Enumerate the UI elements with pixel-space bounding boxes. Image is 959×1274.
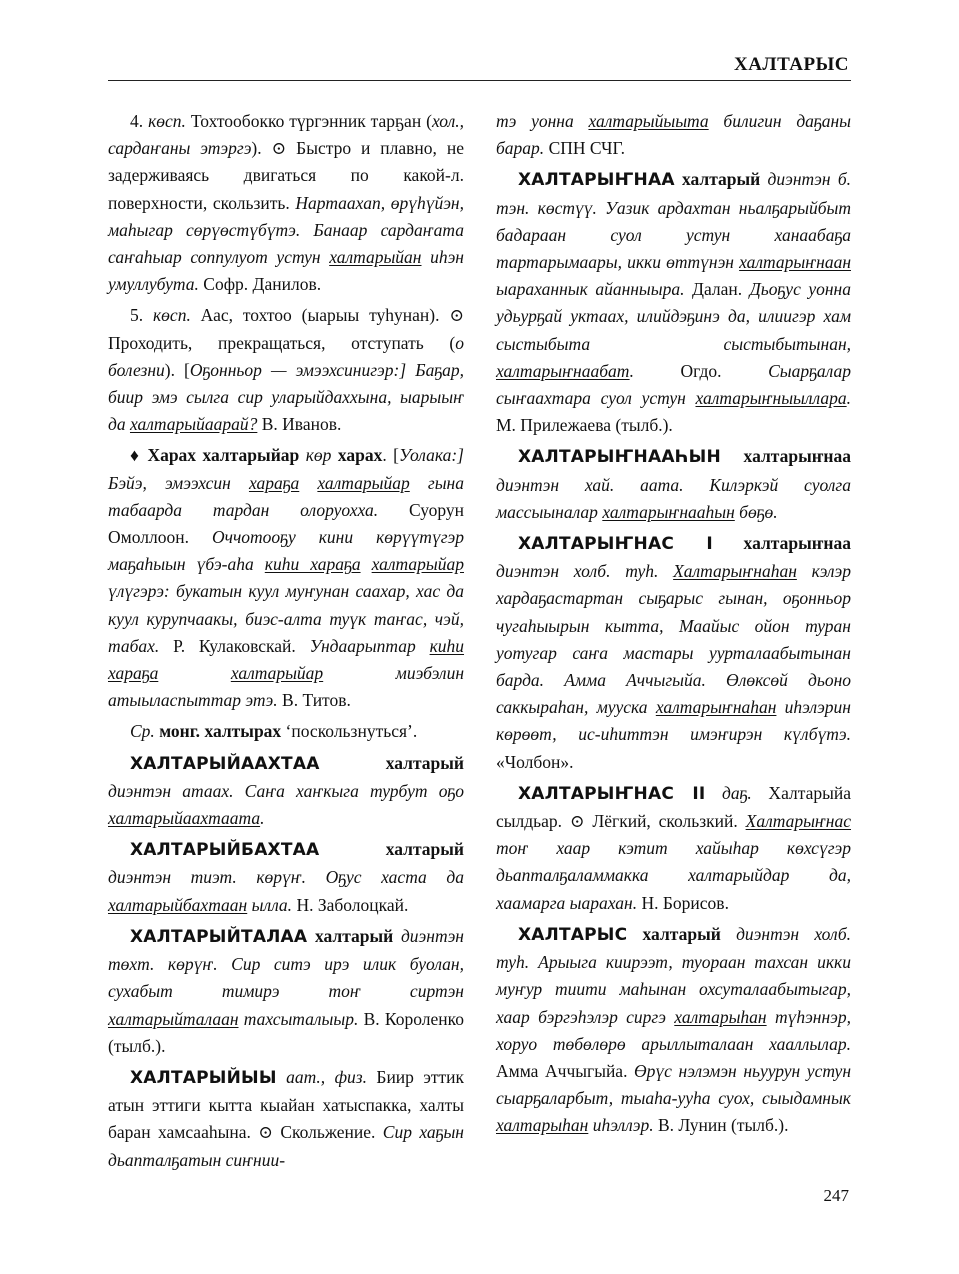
headword: ХАЛТАРЫЙЫЫ xyxy=(130,1067,277,1088)
entry-haltarys: ХАЛТАРЫС халтарый диэнтэн холб. туһ. Арыыга киирээт, туораан тахсан икки муҥур тиити маһынан охсуталаабытыгар, хаар бэргэһэлэр сиргэ халтарыһан түһэннэр, хоруо төбөлөрө арыллыталаан хааллылар. Амма Аччыгыйа. Өрүс нэлэмэн ньуурун устун сыарҕаларбыт, тыаһа-ууһа суох, сыыдамнык халтарыһан иһэллэр. В. Лунин (тылб.). xyxy=(496,923,852,1136)
entry-haltaryngnas-2: ХАЛТАРЫҤНАС II даҕ. Халтарыйа сылдьар. ⊙ Лёгкий, скользкий. Халтарыҥнас тоҥ хаар кэтит хайыһар көхсүгэр дьапталҕаламмакка халтарыйдар да, хаамарга ыарахан. Н. Борисов. xyxy=(496,782,851,913)
entry-haltaryngnas-1: ХАЛТАРЫҤНАС I халтарыҥнаа диэнтэн холб. туһ. Халтарыҥнаһан кэлэр хардаҕастартан сыҕарыс гынан, оҕонньор чугаһыырын кытта, Маайыс ойон туран уотугар саҥа мастары уурталаабытынан барда. Амма Аччыгыйа. Өлөксөй дьоно саккыраһан, мууска халтарыҥнаһан иһэлэрин көрөөт, ис-иһиттэн имэҥирэн күлбүтэ. «Чолбон». xyxy=(496,533,851,772)
entry-haltaryiyy: ХАЛТАРЫЙЫЫ аат., физ. Биир эттик атын эттиги кытта кыайан хатыспакка, халты баран хамсааһына. ⊙ Скольжение. Сир хаҕын дьапталҕатын сиҥнии- xyxy=(108,1066,465,1170)
sense-4: 4. көсп. Тохтообокко түргэнник тарҕан (хол., сардаҥаны этэргэ). ⊙ Быстро и плавно, не задерживаясь двигаться по какой-л. поверхности, скользить. Нартаахап, өрүһүйэн, маһыгар сөрүөстүбүтэ. Банаар сардаҥата саҥаһыар соппулуот устун халтарыйан иһэн умуллубута. Софр. Данилов. xyxy=(108,111,464,295)
example-form: халтарыйан xyxy=(329,247,422,268)
entry-continuation: тэ уонна халтарыйыыта билигин даҕаны барар. СПН СЧГ. xyxy=(496,111,851,159)
left-column xyxy=(108,108,464,1178)
page-number: 247 xyxy=(823,1186,849,1205)
headword: ХАЛТАРЫС xyxy=(518,924,628,945)
running-head: ХАЛТАРЫС xyxy=(733,54,849,75)
sense-5: 5. көсп. Аас, тохтоо (ыарыы туһунан). ⊙ Проходить, прекращаться, отступать (о болезни). [Оҕонньор — эмээхсинигэр:] Баҕар, биир эмэ сылга сир уларыйдаххына, ыарыыҥ да халтарыйаарай? В. Иванов. xyxy=(108,305,465,435)
entry-haltaryitalaa: ХАЛТАРЫЙТАЛАА халтарый диэнтэн төхт. көрүҥ. Сир ситэ ирэ илик буолан, сухабыт тимирэ тоҥ сиртэн халтарыйталаан тахсыталыыр. В. Короленко (тылб.). xyxy=(108,925,464,1056)
idiom-entry: ♦ Харах халтарыйар көр харах. [Уолака:] Бэйэ, эмээхсин хараҕа халтарыйар гына табаарда тардан олоруохха. Суорун Омоллоон. Оччотооҕу кини көрүүтүгэр маҕаһыын үбэ-аһа киһи хараҕа халтарыйар үлүгэрэ: букатын куул муҥунан саахар, хас да куул курупчаакы, биэс-алта туүк таҥас, чэй, табах. Р. Кулаковскай. Ундаарыптар киһи хараҕа халтарыйар миэбэлин атыыласпыттар этэ. В. Титов. xyxy=(108,445,465,711)
headword: ХАЛТАРЫҤНААҺЫН xyxy=(518,447,721,468)
headword: ХАЛТАРЫЙТАЛАА xyxy=(130,926,308,947)
diamond-icon: ♦ xyxy=(130,445,148,466)
headword: ХАЛТАРЫЙААХТАА xyxy=(130,753,320,774)
entry-haltaryngnaahyn: ХАЛТАРЫҤНААҺЫН халтарыҥнаа диэнтэн хай. аата. Килэркэй суолга массыыналар халтарыҥнааһын бөҕө. xyxy=(496,446,851,522)
entry-haltaryngnaa: ХАЛТАРЫҤНАА халтарый диэнтэн б. тэн. көстүү. Уазик ардахтан ньалҕарыйбыт бадараан суол устун ханаабаҕа тартарымаары, икки өттүнэн халтарыҥнаан ыараханнык айанныыра. Далан. Дьоҕус уонна удьурҕай уктаах, илийдэҕинэ да, илиигэр хам сыстыбыта сыстыбытынан, халтарыҥнаабат. Огдо. Сыарҕалар сыҥаахтара суол устун халтарыҥныыллара. М. Прилежаева (тылб.). xyxy=(496,169,851,436)
etymology: Ср. монг. халтырах ‘поскользнуться’. xyxy=(130,721,418,742)
headword: ХАЛТАРЫҤНАА xyxy=(518,170,675,191)
example-form: халтарыйаарай? xyxy=(129,414,258,435)
entry-haltaryibakhtaa: ХАЛТАРЫЙБАХТАА халтарый диэнтэн тиэт. көрүҥ. Оҕус хаста да халтарыйбахтаан ылла. Н. Заболоцкай. xyxy=(108,839,464,915)
headword: ХАЛТАРЫҤНАС II xyxy=(518,783,706,804)
right-column xyxy=(496,108,851,1144)
headword: ХАЛТАРЫЙБАХТАА xyxy=(130,840,320,861)
header-rule xyxy=(108,80,851,81)
headword: ХАЛТАРЫҤНАС I xyxy=(518,534,713,555)
entry-haltaryiaakhtaa: ХАЛТАРЫЙААХТАА халтарый диэнтэн атаах. Саҥа хаҥкыга турбут оҕо халтарыйаахтаата. xyxy=(108,752,464,829)
